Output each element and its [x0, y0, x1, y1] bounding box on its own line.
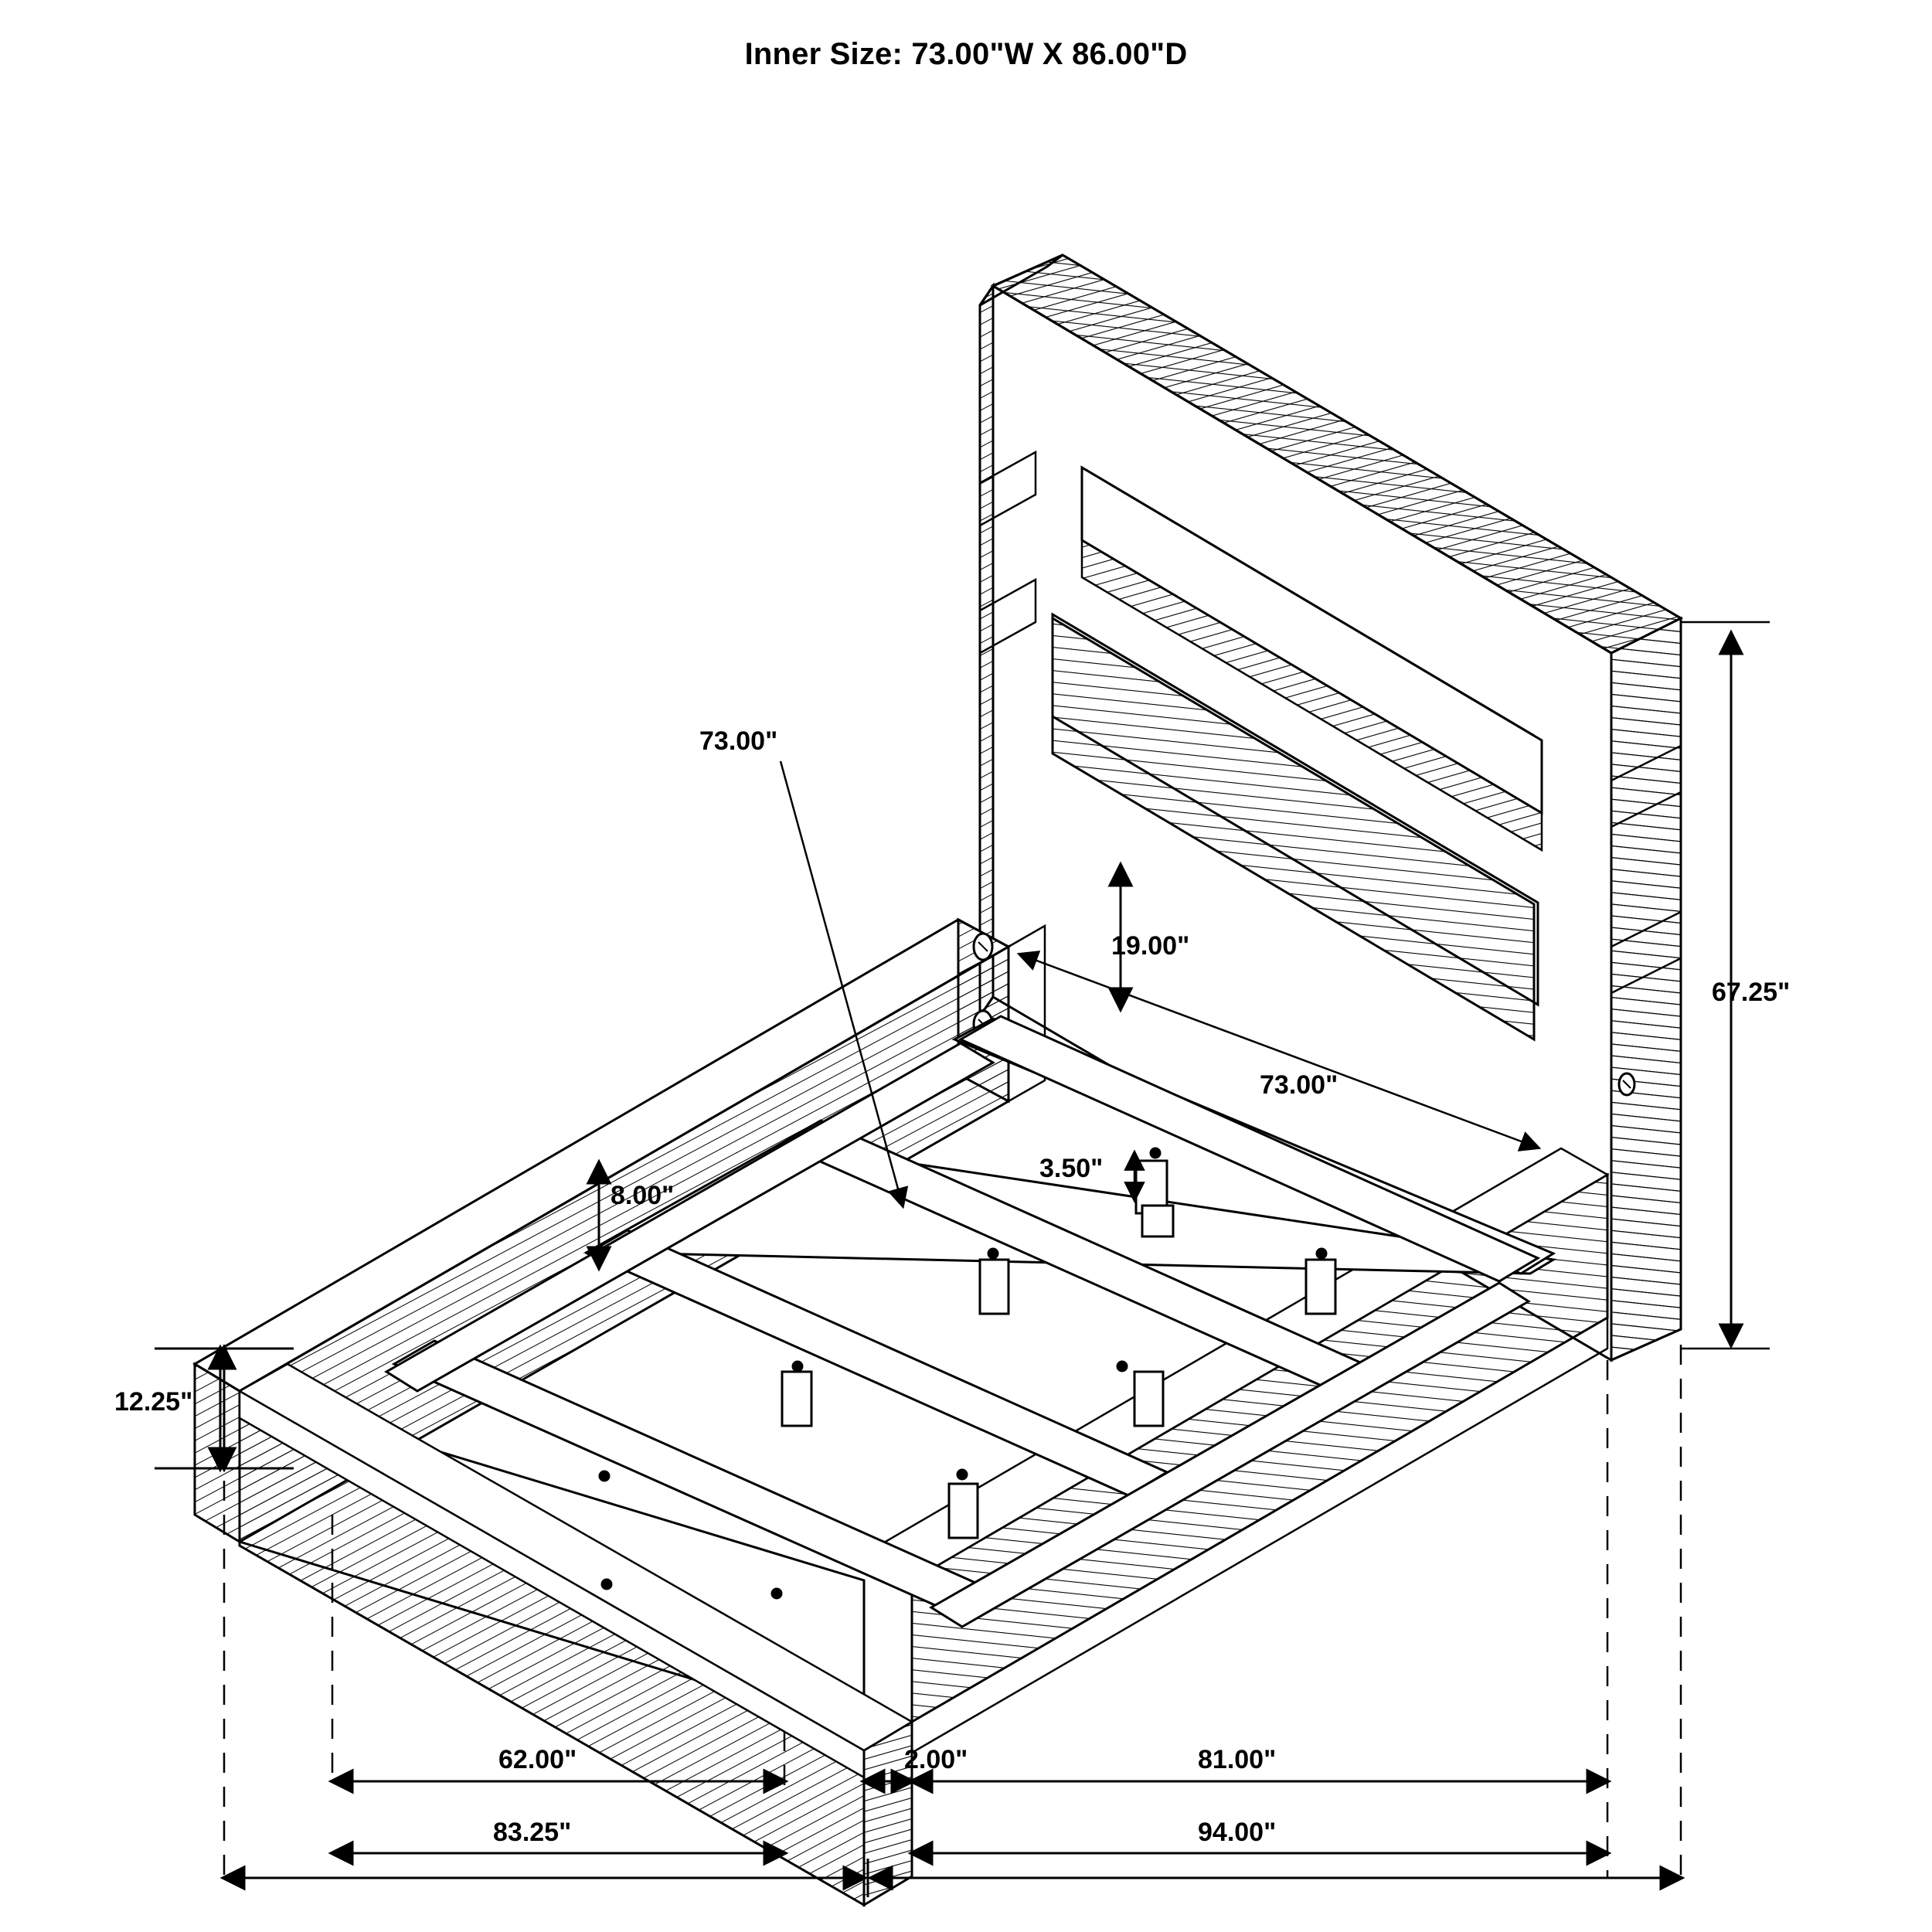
dim-rail-height: 12.25" — [114, 1387, 193, 1417]
dim-inner-width-callout: 73.00" — [699, 726, 778, 756]
dim-overall-height: 67.25" — [1712, 978, 1791, 1007]
dim-side-inner-length: 81.00" — [1198, 1745, 1277, 1774]
dim-slat-thickness: 3.50" — [1039, 1154, 1104, 1183]
dim-deck-height: 8.00" — [611, 1181, 675, 1210]
dim-headboard-panel-height: 19.00" — [1111, 931, 1190, 961]
diagram-title: Inner Size: 73.00"W X 86.00"D — [744, 37, 1188, 71]
bed-rails — [195, 920, 1607, 1905]
dim-footboard-outer-length: 83.25" — [493, 1818, 572, 1847]
dim-rail-thickness: 2.00" — [904, 1745, 968, 1774]
dim-footboard-inner-length: 62.00" — [498, 1745, 577, 1774]
dim-mattress-support-width: 73.00" — [1260, 1070, 1338, 1100]
dim-side-outer-length: 94.00" — [1198, 1818, 1277, 1847]
